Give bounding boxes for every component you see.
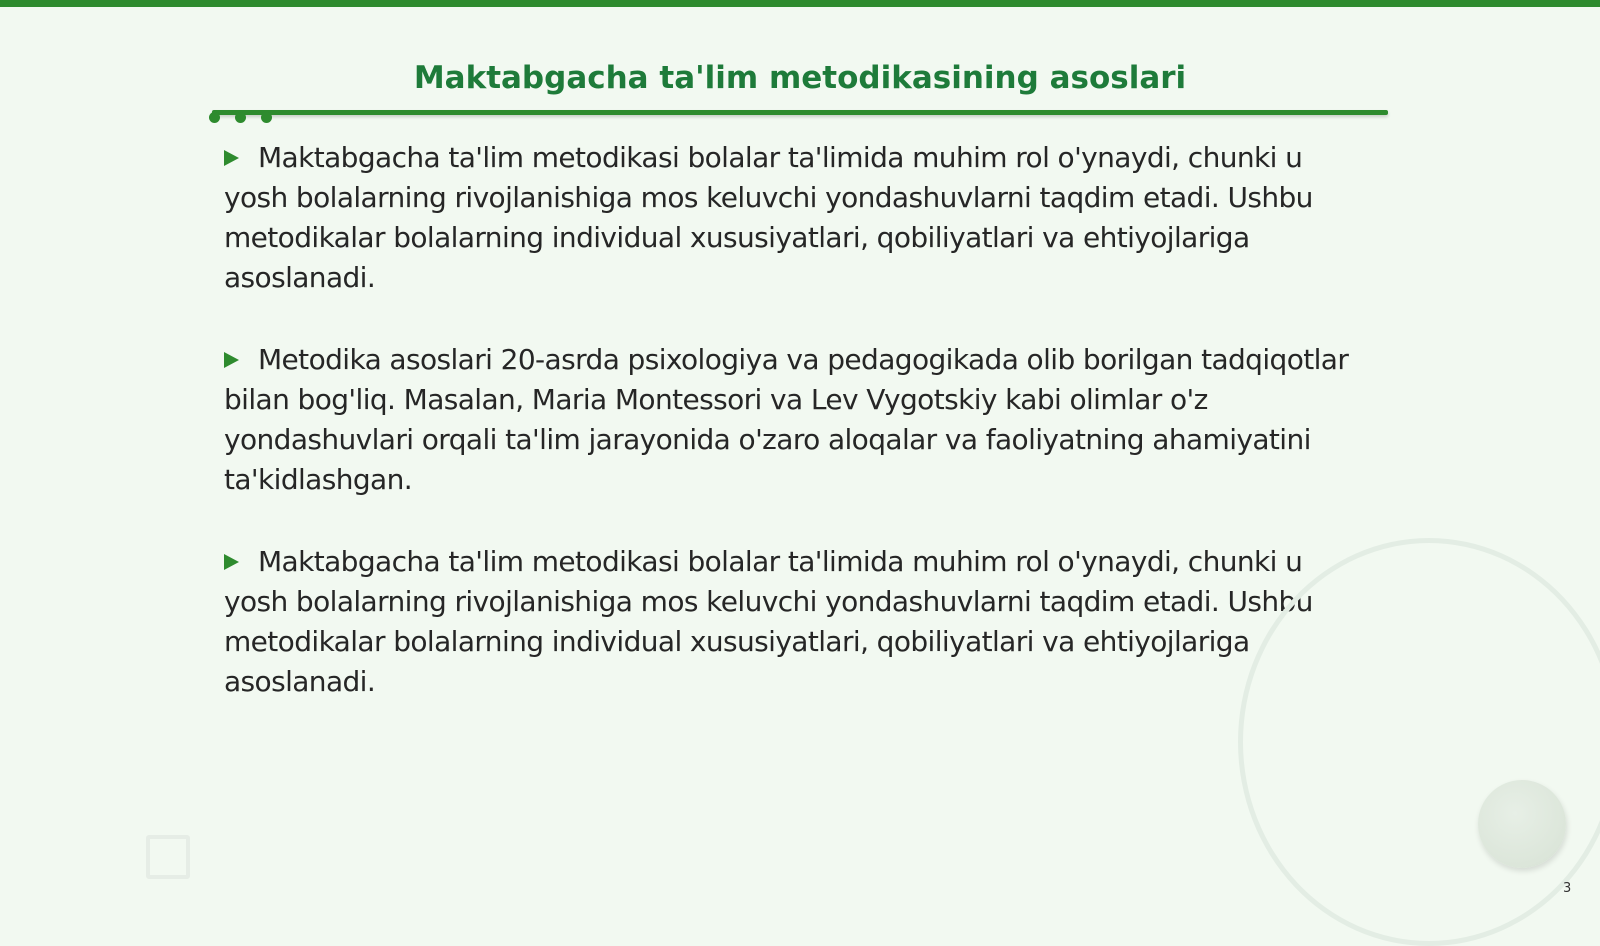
bullet-item (224, 340, 1374, 500)
triangle-right-icon (224, 150, 239, 166)
bullet-item (224, 542, 1374, 702)
top-accent-bar (0, 0, 1600, 7)
decorative-dot (235, 112, 246, 123)
bullet-text: Maktabgacha ta'lim metodikasi bolalar ta'limida muhim rol o'ynaydi, chunki u yosh bolalarning rivojlanishiga mos keluvchi yondashuvlarni taqdim etadi. Ushbu metodikalar bolalarning individual xususiyatlari, qobiliyatlari va ehtiyojlariga asoslanadi. (224, 141, 1313, 294)
triangle-right-icon (224, 352, 239, 368)
bullet-text: Metodika asoslari 20-asrda psixologiya va pedagogikada olib borilgan tadqiqotlar bilan bog'liq. Masalan, Maria Montessori va Lev Vygotskiy kabi olimlar o'z yondashuvlari orqali ta'lim jarayonida o'zaro aloqalar va faoliyatning ahamiyatini ta'kidlashgan. (224, 343, 1349, 496)
decorative-ring (1238, 538, 1600, 946)
page-number: 3 (1563, 881, 1572, 896)
decorative-square (146, 835, 190, 879)
bullet-text: Maktabgacha ta'lim metodikasi bolalar ta'limida muhim rol o'ynaydi, chunki u yosh bolalarning rivojlanishiga mos keluvchi yondashuvlarni taqdim etadi. Ushbu metodikalar bolalarning individual xususiyatlari, qobiliyatlari va ehtiyojlariga asoslanadi. (224, 545, 1313, 698)
slide-content (224, 138, 1374, 744)
decorative-circle (1478, 780, 1566, 868)
slide-title: Maktabgacha ta'lim metodikasining asoslari (413, 60, 1187, 96)
decorative-dot (209, 112, 220, 123)
decorative-dot (261, 112, 272, 123)
bullet-item (224, 138, 1374, 298)
triangle-right-icon (224, 554, 239, 570)
title-underline (212, 110, 1388, 115)
